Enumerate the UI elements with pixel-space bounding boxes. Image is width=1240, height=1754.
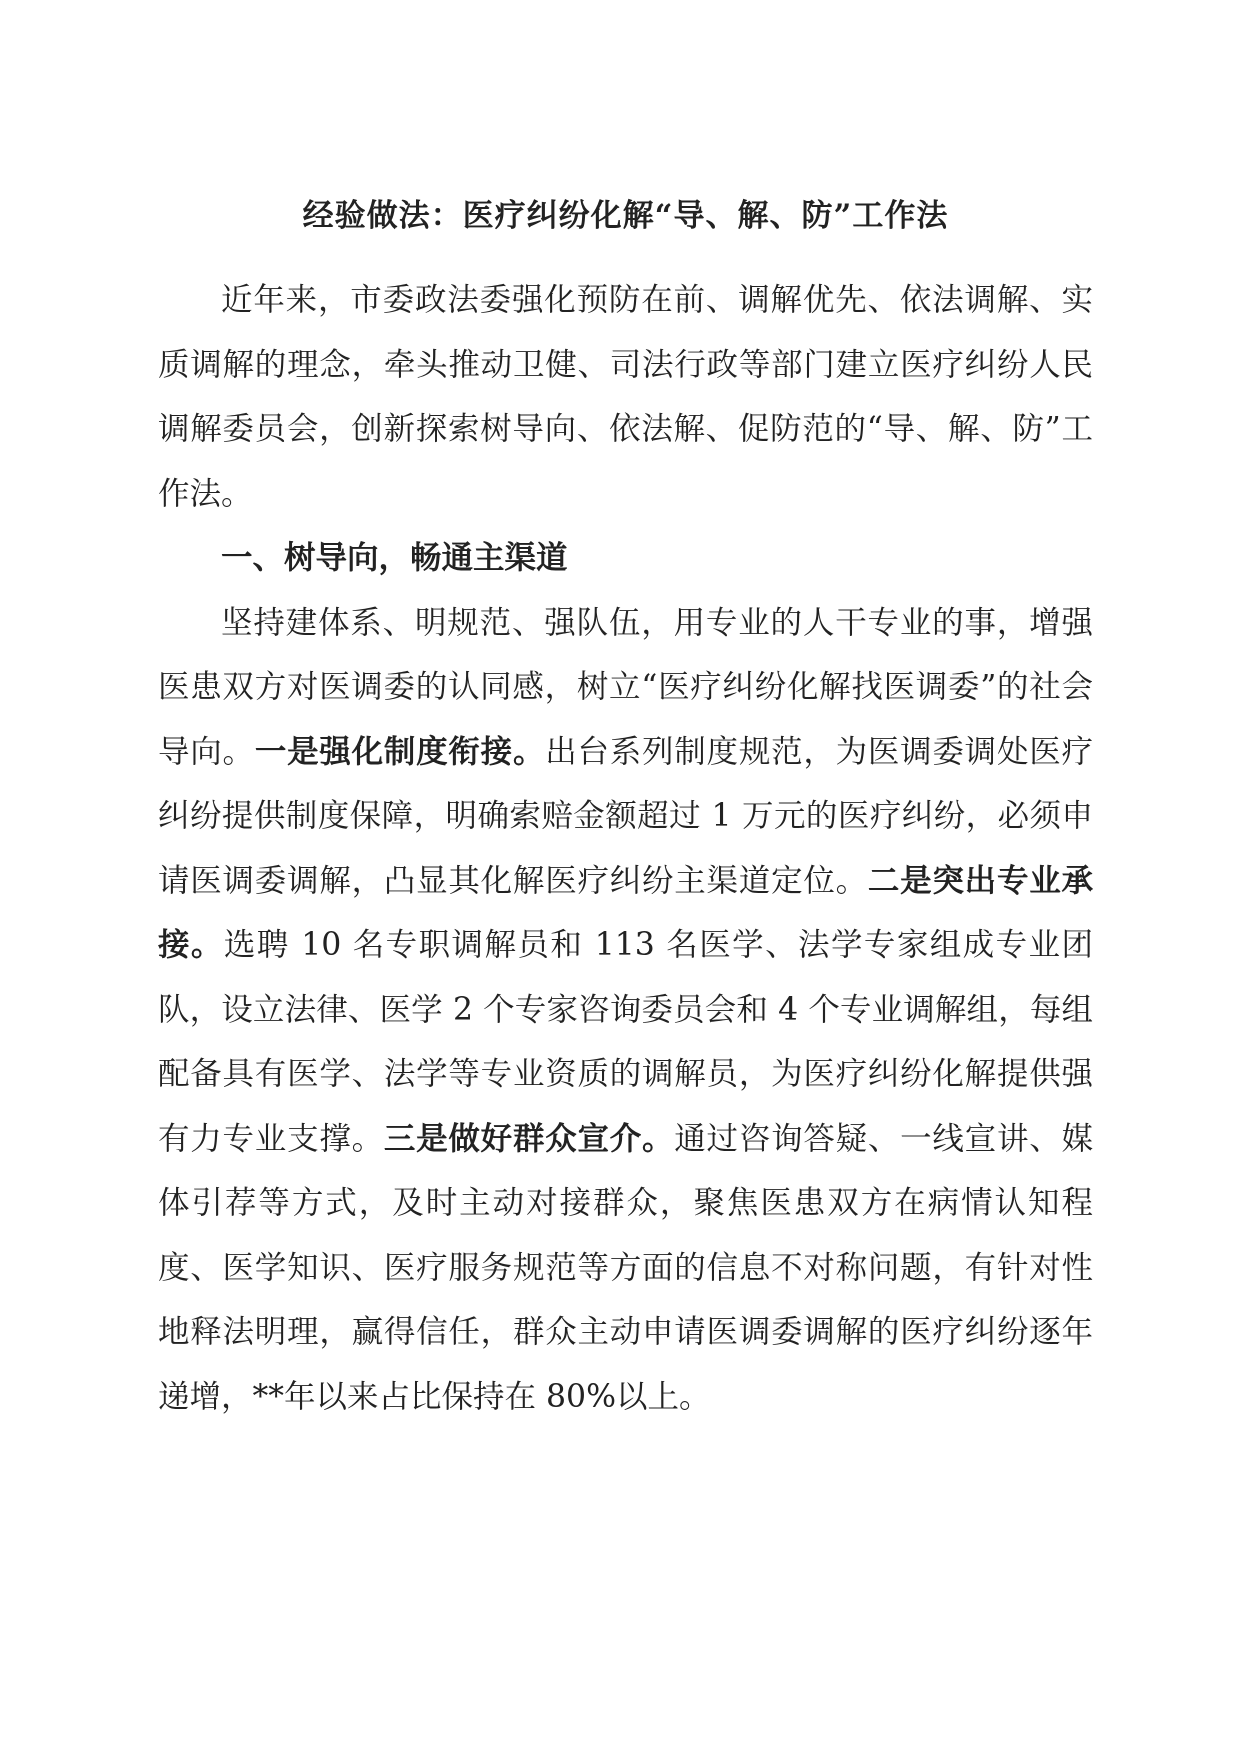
intro-paragraph: 近年来，市委政法委强化预防在前、调解优先、依法调解、实质调解的理念，牵头推动卫健、司法行政等部门建立医疗纠纷人民调解委员会，创新探索树导向、依法解、促防范的“导、解、防”工作法。 — [158, 282, 1093, 512]
document-page — [158, 196, 1093, 1429]
point-3-text: 通过咨询答疑、一线宣讲、媒体引荐等方式，及时主动对接群众，聚焦医患双方在病情认知程度、医学知识、医疗服务规范等方面的信息不对称问题，有针对性地释法明理，赢得信任，群众主动申请医调委调解的医疗纠纷逐年递增，**年以来占比保持在 80%以上。 — [158, 1120, 1093, 1415]
document-title: 经验做法：医疗纠纷化解“导、解、防”工作法 — [302, 198, 949, 234]
section-heading: 一、树导向，畅通主渠道 — [221, 539, 568, 576]
point-2-text: 选聘 10 名专职调解员和 113 名医学、法学专家组成专业团队，设立法律、医学 2 个专家咨询委员会和 4 个专业调解组，每组配备具有医学、法学等专业资质的调解员，为医疗纠纷化解提供强有力专业支撑。 — [158, 927, 1093, 1157]
paragraph-lead-text: 坚持建体系、明规范、强队伍，用专业的人干专业的事，增强医患双方对医调委的认同感，树立“医疗纠纷化解找医调委”的社会导向。 — [158, 604, 1093, 770]
point-1-bold: 一是强化制度衔接。 — [254, 732, 546, 770]
point-1-text: 出台系列制度规范，为医调委调处医疗纠纷提供制度保障，明确索赔金额超过 1 万元的医疗纠纷，必须申请医调委调解，凸显其化解医疗纠纷主渠道定位。 — [158, 733, 1093, 899]
section-paragraph — [158, 591, 1093, 1430]
point-3-bold: 三是做好群众宣介。 — [383, 1119, 675, 1157]
point-2-bold: 二是突出专业承接。 — [158, 861, 1093, 963]
